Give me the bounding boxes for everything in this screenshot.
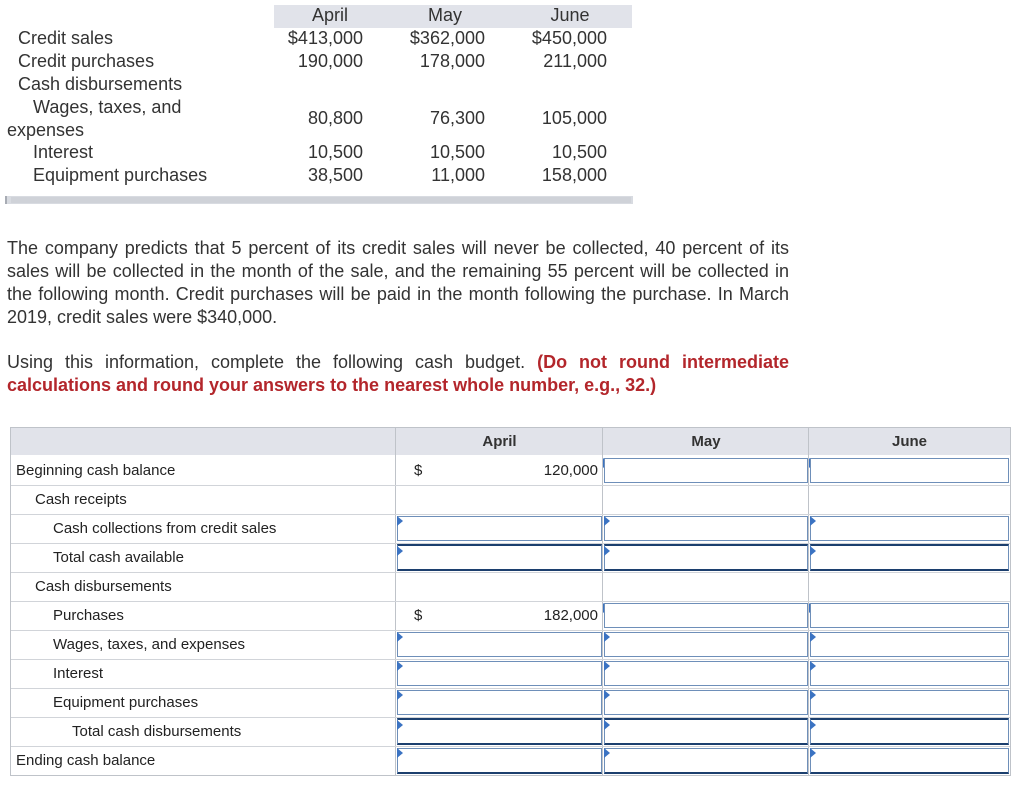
ending-cash-april-input[interactable] (397, 748, 602, 774)
label-total-disbursements: Total cash disbursements (72, 723, 242, 740)
equipment-april-input[interactable] (397, 690, 602, 715)
top-row-label-interest: Interest (33, 142, 94, 162)
label-total-available: Total cash available (53, 549, 184, 566)
wages-june-input[interactable] (810, 632, 1009, 657)
interest-april-input[interactable] (397, 661, 602, 686)
row-divider (11, 601, 1010, 602)
label-purchases: Purchases (53, 607, 124, 624)
top-equipment-april: 38,500 (307, 165, 363, 185)
total-disbursements-may-input[interactable] (604, 718, 808, 745)
input-flag-icon (397, 661, 403, 671)
top-interest-may: 10,500 (429, 142, 485, 162)
instructions (7, 351, 789, 397)
equipment-june-input[interactable] (810, 690, 1009, 715)
label-cash-receipts: Cash receipts (35, 491, 127, 508)
top-equipment-june: 158,000 (541, 165, 607, 185)
top-credit-purchases-june: 211,000 (543, 51, 607, 71)
instructions-text: Using this information, complete the following cash budget. (7, 352, 538, 372)
beginning-cash-june-input[interactable] (810, 458, 1009, 483)
collections-june-input[interactable] (810, 516, 1009, 541)
row-divider (11, 485, 1010, 486)
wages-april-input[interactable] (397, 632, 602, 657)
top-col-may: May (427, 5, 462, 25)
top-row-label-wages-cont: expenses (7, 120, 85, 140)
row-divider (11, 688, 1010, 689)
label-ending-cash: Ending cash balance (16, 752, 156, 769)
input-flag-icon (604, 720, 610, 730)
top-row-label-cash-disbursements: Cash disbursements (18, 74, 183, 94)
budget-col-may: May (691, 433, 721, 450)
currency-symbol: $ (414, 462, 423, 479)
input-flag-icon (810, 516, 816, 526)
label-beginning-cash: Beginning cash balance (16, 462, 176, 479)
col-divider (395, 428, 396, 776)
problem-description: The company predicts that 5 percent of its credit sales will never be collected, 40 percent of its sales will be collected in the month of the sale, and the remaining 55 percent will be collected in the following month. Credit purchases will be paid in the month following the purchase. In March 2019, credit sales were $340,000. (7, 238, 789, 327)
top-wages-april: 80,800 (307, 108, 363, 128)
budget-col-june: June (891, 433, 927, 450)
total-available-april-input[interactable] (397, 544, 602, 571)
top-interest-june: 10,500 (551, 142, 607, 162)
top-credit-purchases-april: 190,000 (297, 51, 363, 71)
row-divider (11, 514, 1010, 515)
total-available-june-input[interactable] (810, 544, 1009, 571)
ending-cash-may-input[interactable] (604, 748, 808, 774)
input-flag-icon (810, 720, 816, 730)
collections-may-input[interactable] (604, 516, 808, 541)
input-flag-icon (604, 516, 610, 526)
top-wages-june: 105,000 (541, 108, 607, 128)
beginning-cash-may-input[interactable] (604, 458, 808, 483)
interest-june-input[interactable] (810, 661, 1009, 686)
equipment-may-input[interactable] (604, 690, 808, 715)
input-flag-icon (397, 690, 403, 700)
input-flag-icon (397, 516, 403, 526)
scrollbar-thumb[interactable] (11, 197, 631, 203)
currency-symbol: $ (414, 607, 423, 624)
top-credit-sales-april: $413,000 (287, 28, 363, 48)
col-divider (602, 428, 603, 776)
top-wages-may: 76,300 (429, 108, 485, 128)
top-row-label-wages: Wages, taxes, and (33, 97, 182, 117)
input-flag-icon (397, 546, 403, 556)
input-flag-icon (604, 546, 610, 556)
row-divider (11, 659, 1010, 660)
row-divider (11, 746, 1010, 747)
total-disbursements-june-input[interactable] (810, 718, 1009, 745)
input-flag-icon (604, 632, 610, 642)
input-flag-icon (604, 690, 610, 700)
top-interest-april: 10,500 (307, 142, 363, 162)
input-flag-icon (397, 632, 403, 642)
input-flag-icon (604, 748, 610, 758)
label-cash-disbursements: Cash disbursements (35, 578, 172, 595)
top-row-label-equipment: Equipment purchases (33, 165, 208, 185)
top-col-june: June (550, 5, 590, 25)
label-collections: Cash collections from credit sales (53, 520, 277, 537)
label-equipment: Equipment purchases (53, 694, 199, 711)
horizontal-scrollbar[interactable] (5, 196, 633, 204)
top-col-april: April (311, 5, 348, 25)
row-divider (11, 572, 1010, 573)
purchases-april: 182,000 (543, 607, 598, 624)
beginning-cash-april: 120,000 (543, 462, 598, 479)
instructions-rounding-note: (Do not round intermediate calculations and round your answers to the nearest whole number, e.g., 32.) (7, 352, 789, 395)
top-row-label-credit-purchases: Credit purchases (18, 51, 155, 71)
interest-may-input[interactable] (604, 661, 808, 686)
top-credit-sales-june: $450,000 (531, 28, 607, 48)
input-flag-icon (397, 720, 403, 730)
input-flag-icon (397, 748, 403, 758)
label-interest: Interest (53, 665, 104, 682)
top-credit-sales-may: $362,000 (409, 28, 485, 48)
col-divider (808, 428, 809, 776)
total-disbursements-april-input[interactable] (397, 718, 602, 745)
collections-april-input[interactable] (397, 516, 602, 541)
input-flag-icon (604, 661, 610, 671)
input-flag-icon (810, 748, 816, 758)
purchases-june-input[interactable] (810, 603, 1009, 628)
ending-cash-june-input[interactable] (810, 748, 1009, 774)
top-equipment-may: 11,000 (431, 165, 485, 185)
label-wages: Wages, taxes, and expenses (53, 636, 246, 653)
input-flag-icon (810, 661, 816, 671)
row-divider (11, 630, 1010, 631)
wages-may-input[interactable] (604, 632, 808, 657)
input-flag-icon (810, 546, 816, 556)
total-available-may-input[interactable] (604, 544, 808, 571)
top-credit-purchases-may: 178,000 (419, 51, 485, 71)
budget-col-april: April (482, 433, 517, 450)
purchases-may-input[interactable] (604, 603, 808, 628)
input-flag-icon (810, 690, 816, 700)
input-flag-icon (810, 632, 816, 642)
top-row-label-credit-sales: Credit sales (18, 28, 114, 48)
